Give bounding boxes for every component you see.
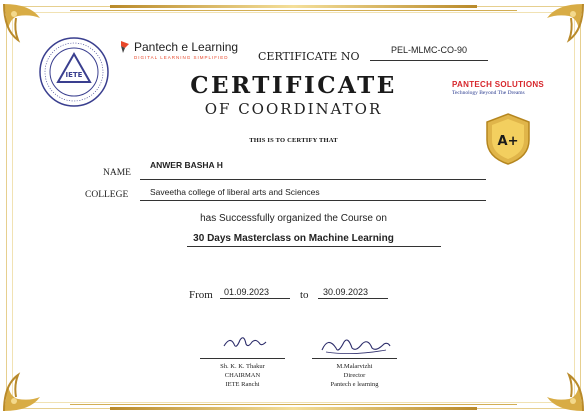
corner-ornament-bottom-right [527, 355, 587, 415]
certificate-subtitle: OF COORDINATOR [204, 100, 383, 118]
certificate-number-value: PEL-MLMC-CO-90 [390, 45, 467, 55]
recipient-name: ANWER BASHA H [150, 160, 223, 170]
course-name: 30 Days Masterclass on Machine Learning [193, 233, 394, 244]
corner-ornament-bottom-left [0, 355, 60, 415]
corner-ornament-top-right [527, 0, 587, 60]
pantech-elearning-icon [119, 40, 131, 54]
course-underline [187, 246, 441, 247]
director-signature-line [312, 358, 397, 359]
college-underline [140, 200, 486, 201]
bottom-thin-rule [70, 404, 517, 405]
pantech-solutions-name: PANTECH SOLUTIONS [452, 80, 545, 89]
name-label: NAME [103, 168, 131, 178]
pantech-elearning-logo [120, 40, 238, 60]
chairman-name: Sh. K. K. Thakur [220, 363, 265, 370]
grade-badge-text: A+ [497, 134, 519, 149]
iete-seal-text: IETE [65, 71, 83, 79]
top-thin-rule [70, 10, 517, 11]
to-label: to [300, 289, 309, 301]
director-signature [318, 332, 392, 358]
certificate-number-underline [370, 60, 488, 61]
college-label: COLLEGE [85, 190, 129, 200]
certificate-title: CERTIFICATE [190, 72, 397, 99]
pantech-elearning-name: Pantech e Learning [134, 40, 239, 54]
from-label: From [189, 289, 213, 301]
chairman-details [200, 362, 285, 389]
bottom-gold-bar [110, 407, 477, 410]
college-name: Saveetha college of liberal arts and Sciences [150, 187, 320, 197]
director-role: Director [343, 372, 366, 379]
from-date-underline [220, 298, 290, 299]
director-org: Pantech e learning [330, 381, 379, 388]
chairman-role: CHAIRMAN [224, 372, 261, 379]
certificate-number-label: CERTIFICATE NO [258, 50, 360, 63]
name-underline [140, 179, 486, 180]
top-gold-bar [110, 5, 477, 8]
director-name: M.Malarvizhi [336, 363, 373, 370]
course-prefix-text: has Successfully organized the Course on [200, 213, 387, 224]
pantech-elearning-tagline: DIGITAL LEARNING SIMPLIFIED [134, 55, 229, 60]
pantech-solutions-logo [452, 80, 544, 96]
chairman-signature [222, 332, 268, 354]
to-date: 30.09.2023 [323, 287, 369, 297]
certify-statement: THIS IS TO CERTIFY THAT [249, 137, 338, 144]
director-details [312, 362, 397, 389]
from-date: 01.09.2023 [224, 287, 270, 297]
to-date-underline [318, 298, 388, 299]
chairman-signature-line [200, 358, 285, 359]
chairman-org: IETE Ranchi [225, 381, 260, 388]
pantech-solutions-tagline: Technology Beyond The Dreams [452, 90, 525, 96]
